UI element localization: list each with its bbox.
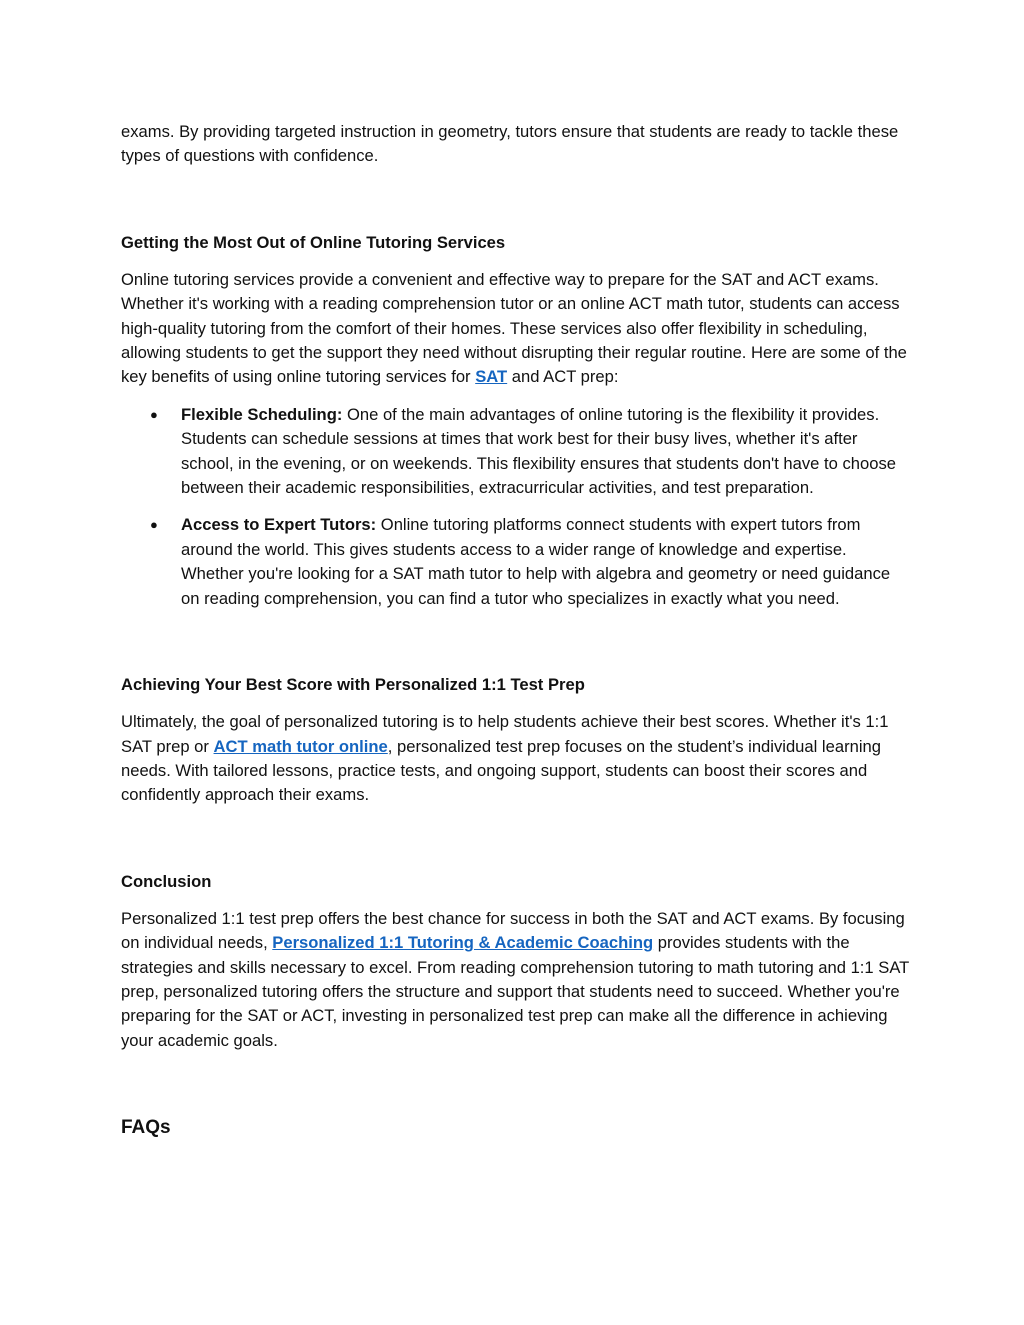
section-heading-best-score: Achieving Your Best Score with Personalized 1:1 Test Prep bbox=[121, 675, 585, 695]
document-page bbox=[121, 120, 911, 1141]
section-heading-conclusion: Conclusion bbox=[121, 871, 212, 891]
online-tutoring-text: Online tutoring services provide a convenient and effective way to prepare for the SAT and ACT exams. Whether it's working with a reading comprehension tutor or an online ACT math tutor, students can access high-quality tutoring from the comfort of their homes. These services also offer flexibility in scheduling, allowing students to get the support they need without disrupting their regular routine. Here are some of the key benefits of using online tutoring services for bbox=[121, 269, 907, 387]
online-tutoring-paragraph bbox=[121, 268, 911, 390]
best-score-text-end: , personalized test prep focuses on the student’s individual learning needs. With tailored lessons, practice tests, and ongoing support, students can boost their scores and confidently approach their exams. bbox=[121, 736, 881, 805]
conclusion-paragraph bbox=[121, 907, 911, 1053]
list-item-title: Flexible Scheduling: bbox=[181, 404, 343, 424]
list-item bbox=[150, 403, 911, 501]
personalized-tutoring-link[interactable]: Personalized 1:1 Tutoring & Academic Coaching bbox=[272, 933, 654, 953]
intro-paragraph: exams. By providing targeted instruction in geometry, tutors ensure that students are ready to tackle these types of questions with confidence. bbox=[121, 122, 899, 166]
list-item-text: One of the main advantages of online tutoring is the flexibility it provides. Students can schedule sessions at times that work best for their busy lives, whether it's after school, in the evening, or on weekends. This flexibility ensures that students don't have to choose between their academic responsibilities, extracurricular activities, and test preparation. bbox=[181, 404, 896, 498]
best-score-paragraph bbox=[121, 710, 911, 808]
list-item-text: Online tutoring platforms connect students with expert tutors from around the world. This gives students access to a wider range of knowledge and expertise. Whether you're looking for a SAT math tutor to help with algebra and geometry or need guidance on reading comprehension, you can find a tutor who specializes in exactly what you need. bbox=[181, 515, 891, 608]
best-score-text: Ultimately, the goal of personalized tutoring is to help students achieve their best scores. Whether it's 1:1 SAT prep or bbox=[121, 712, 889, 756]
section-heading-online-tutoring: Getting the Most Out of Online Tutoring Services bbox=[121, 232, 506, 252]
faqs-heading: FAQs bbox=[121, 1117, 171, 1139]
conclusion-text: Personalized 1:1 test prep offers the best chance for success in both the SAT and ACT exams. By focusing on individual needs, bbox=[121, 908, 905, 953]
bullet-icon: ● bbox=[150, 517, 158, 533]
bullet-icon: ● bbox=[150, 406, 158, 422]
list-item bbox=[150, 513, 911, 611]
act-math-tutor-link[interactable]: ACT math tutor online bbox=[213, 736, 388, 756]
list-item-title: Access to Expert Tutors: bbox=[181, 515, 377, 535]
benefits-list bbox=[121, 403, 911, 611]
online-tutoring-text-end: and ACT prep: bbox=[507, 367, 619, 387]
sat-link[interactable]: SAT bbox=[475, 367, 508, 387]
conclusion-text-end: provides students with the strategies and skills necessary to excel. From reading comprehension tutoring to math tutoring and 1:1 SAT prep, personalized tutoring offers the structure and support that students need to succeed. Whether you're preparing for the SAT or ACT, investing in personalized test prep can make all the difference in achieving your academic goals. bbox=[121, 933, 909, 1050]
